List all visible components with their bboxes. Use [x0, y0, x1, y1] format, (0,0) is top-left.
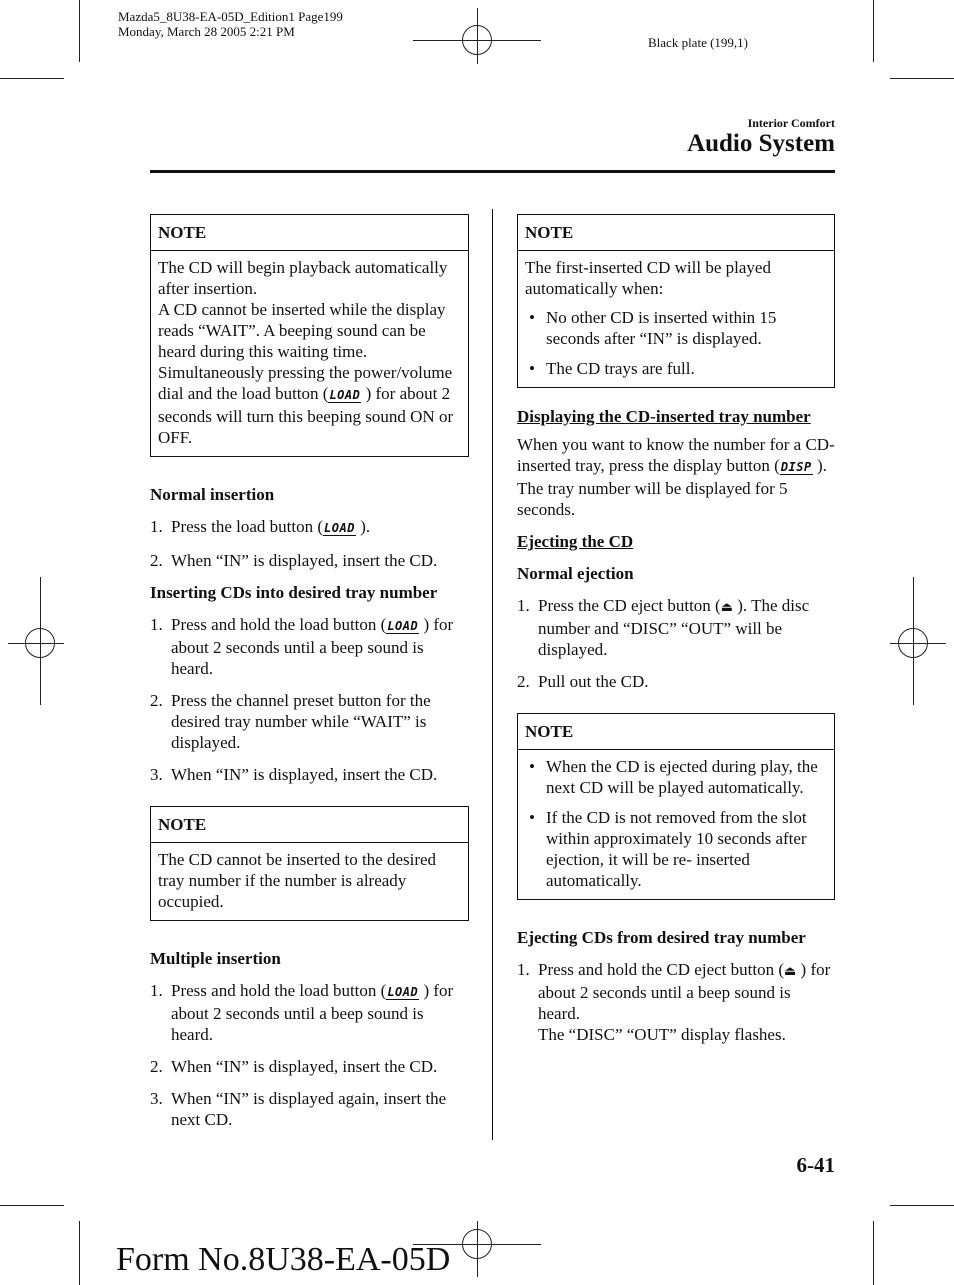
- list-item: 3. When “IN” is displayed, insert the CD.: [150, 765, 438, 784]
- note-body: [518, 750, 834, 899]
- crop-mark: [79, 1221, 80, 1285]
- bullet-item: • When the CD is ejected during play, the next CD will be played automatically.: [525, 756, 827, 798]
- note-box: [150, 806, 469, 921]
- subsection-heading: Normal ejection: [517, 564, 634, 583]
- note-box: [517, 713, 835, 900]
- list-item: 1. Press and hold the load button (LOAD ) for about 2 seconds until a beep sound is heard.: [150, 615, 454, 678]
- print-plate: Black plate (199,1): [648, 35, 748, 50]
- subsection-heading: Inserting CDs into desired tray number: [150, 583, 438, 602]
- list-item: 2. Pull out the CD.: [517, 672, 649, 691]
- column-divider: [492, 209, 493, 1140]
- list-item: 2. When “IN” is displayed, insert the CD.: [150, 1057, 438, 1076]
- bullet-item: • The CD trays are full.: [525, 358, 827, 379]
- body-paragraph: When you want to know the number for a CD-inserted tray, press the display button (DISP ). The tray number will be displayed for 5 seconds.: [517, 435, 835, 519]
- crop-mark: [0, 78, 64, 79]
- print-header: [118, 9, 343, 39]
- subsection-heading: Multiple insertion: [150, 949, 281, 968]
- form-number: Form No.8U38-EA-05D: [116, 1241, 451, 1278]
- note-heading: NOTE: [151, 215, 468, 251]
- subsection-heading: Displaying the CD-inserted tray number: [517, 407, 811, 426]
- load-button-icon: LOAD: [329, 388, 361, 402]
- print-file-line: Mazda5_8U38-EA-05D_Edition1 Page199: [118, 9, 343, 24]
- crop-mark: [0, 1205, 64, 1206]
- registration-circle: [898, 628, 928, 658]
- note-box: [150, 214, 469, 457]
- eject-icon: ⏏: [784, 964, 797, 979]
- right-column: [517, 214, 835, 1056]
- registration-circle: [462, 1229, 492, 1259]
- crop-mark: [873, 0, 874, 62]
- crop-mark: [890, 1205, 954, 1206]
- left-column: [150, 214, 469, 1141]
- load-button-icon: LOAD: [324, 521, 355, 535]
- list-item: 1. Press and hold the load button (LOAD ) for about 2 seconds until a beep sound is heard.: [150, 981, 454, 1044]
- note-body: [151, 251, 468, 456]
- list-item: 1. Press and hold the CD eject button (⏏ ) for about 2 seconds until a beep sound is heard. The “DISC” “OUT” display flashes.: [517, 960, 831, 1044]
- steps-list: [517, 959, 835, 1045]
- print-date-line: Monday, March 28 2005 2:21 PM: [118, 24, 295, 39]
- subsection-heading: Ejecting the CD: [517, 532, 634, 551]
- steps-list: [150, 614, 469, 785]
- bullet-item: • No other CD is inserted within 15 seconds after “IN” is displayed.: [525, 307, 827, 349]
- crop-mark: [890, 78, 954, 79]
- list-item: 1. Press the CD eject button (⏏ ). The disc number and “DISC” “OUT” will be displayed.: [517, 596, 810, 659]
- load-button-icon: LOAD: [387, 619, 419, 633]
- eject-icon: ⏏: [720, 600, 734, 615]
- note-text: A CD cannot be inserted while the display reads “WAIT”. A beeping sound can be heard during this waiting time. Simultaneously pressing the power/volume dial and the load button (LOAD ) for about 2 seconds will turn this beeping sound ON or OFF.: [158, 300, 454, 447]
- load-button-icon: LOAD: [387, 985, 419, 999]
- note-heading: NOTE: [151, 807, 468, 843]
- steps-list: [150, 980, 469, 1130]
- note-box: [517, 214, 835, 388]
- list-item: 2. When “IN” is displayed, insert the CD.: [150, 551, 438, 570]
- crop-mark: [873, 1221, 874, 1285]
- header-rule: [150, 170, 835, 173]
- registration-circle: [462, 25, 492, 55]
- note-text: The CD cannot be inserted to the desired tray number if the number is already occupied.: [158, 850, 437, 911]
- note-text: The CD will begin playback automatically after insertion.: [158, 258, 448, 298]
- note-text: The first-inserted CD will be played automatically when:: [525, 258, 771, 298]
- note-body: [518, 251, 834, 387]
- page-number: 6-41: [796, 1153, 835, 1177]
- steps-list: [150, 516, 469, 571]
- list-item: 2. Press the channel preset button for the desired tray number while “WAIT” is displayed.: [150, 691, 431, 752]
- note-heading: NOTE: [518, 215, 834, 251]
- crop-mark: [79, 0, 80, 62]
- subsection-heading: Ejecting CDs from desired tray number: [517, 928, 806, 947]
- bullet-item: • If the CD is not removed from the slot within approximately 10 seconds after ejection, it will be re- inserted automatically.: [525, 807, 827, 891]
- section-label: Interior Comfort: [747, 116, 835, 130]
- list-item: 3. When “IN” is displayed again, insert the next CD.: [150, 1089, 447, 1129]
- subsection-heading: Normal insertion: [150, 485, 275, 504]
- page-title: Audio System: [687, 130, 835, 157]
- note-body: [151, 843, 468, 920]
- steps-list: [517, 595, 835, 692]
- registration-circle: [25, 628, 55, 658]
- note-heading: NOTE: [518, 714, 834, 750]
- list-item: 1. Press the load button (LOAD ).: [150, 517, 371, 536]
- disp-button-icon: DISP: [780, 460, 812, 474]
